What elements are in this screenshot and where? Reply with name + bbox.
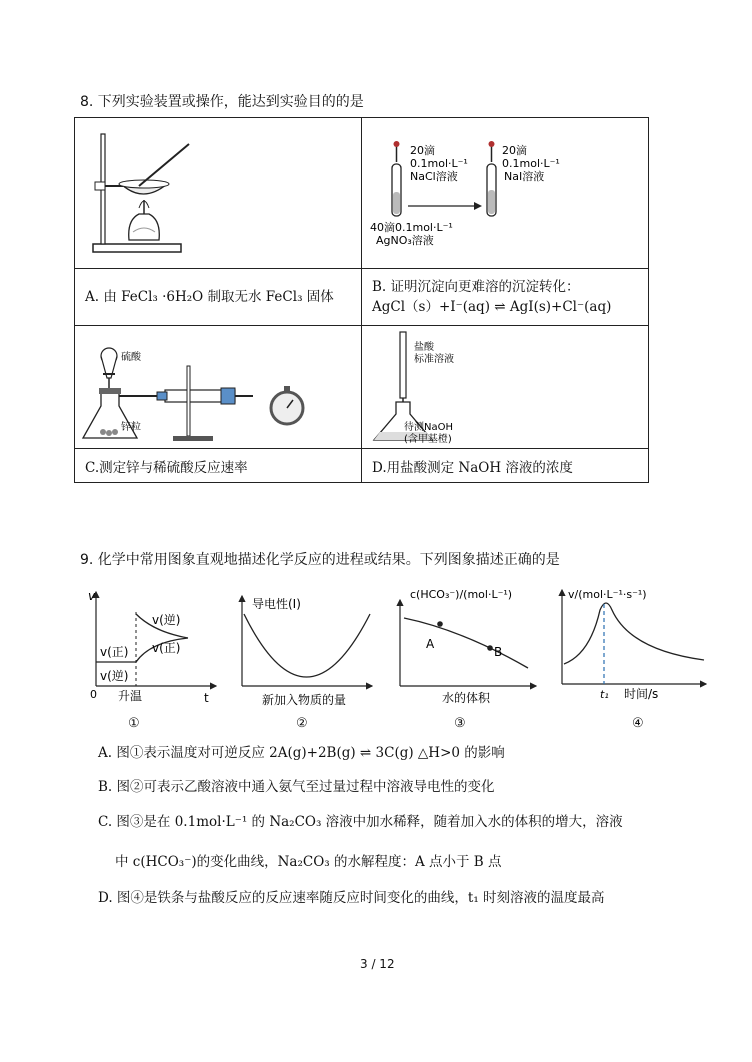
g3-ylabel: c(HCO₃⁻)/(mol·L⁻¹) [410,588,513,601]
g1-rev-low: v(逆) [100,669,129,683]
fig-c-zinc-label: 锌粒 [121,422,141,433]
q8-figure-b [362,118,649,269]
g3-point-a [437,621,443,627]
fig-d-label-4: (含甲基橙) [404,434,452,444]
fig-b-right-label-3: NaI溶液 [504,170,545,183]
g4-t1-label: t₁ [600,688,609,701]
fig-d-label-3: 待测NaOH [404,422,453,433]
graph-3 [392,584,540,710]
g2-number: ② [296,716,308,731]
q8-option-b-line1: B. 证明沉淀向更难溶的沉淀转化： [372,279,580,295]
fig-b-left-label-2: 0.1mol·L⁻¹ [410,157,468,170]
q8-figure-d [362,326,649,449]
q8-option-c-text: C.测定锌与稀硫酸反应速率 [85,459,248,476]
fig-b-left-label-3: NaCl溶液 [410,170,458,183]
g3-xlabel: 水的体积 [442,691,491,705]
q8-option-d-text: D.用盐酸测定 NaOH 溶液的浓度 [372,459,573,476]
fig-b-right-label-1: 20滴 [502,144,527,157]
q9-option-d: D. 图④是铁条与盐酸反应的反应速率随反应时间变化的曲线，t₁ 时刻溶液的温度最高 [98,890,605,906]
evaporation-apparatus-figure [75,118,361,264]
graph-1 [84,586,224,706]
q8-figure-a [75,118,362,269]
q8-title: 8. 下列实验装置或操作，能达到实验目的的是 [80,94,364,110]
g1-fwd-top: v(正) [152,641,181,655]
g2-ylabel: 导电性(I) [252,597,301,611]
graph-2 [236,592,376,712]
g4-xlabel: 时间/s [624,687,659,701]
g1-fwd-low: v(正) [100,645,129,659]
reaction-rate-apparatus-figure [75,326,361,444]
g1-zero-label: 0 [90,688,97,701]
q8-option-a-text: A. 由 FeCl₃ ·6H₂O 制取无水 FeCl₃ 固体 [85,289,334,305]
g1-number: ① [128,716,140,731]
g3-point-b [487,645,493,651]
q9-option-b: B. 图②可表示乙酸溶液中通入氨气至过量过程中溶液导电性的变化 [98,779,495,795]
q8-figure-c [75,326,362,449]
g3-a-label: A [426,637,435,651]
g1-v-label: v [88,589,96,603]
precipitate-conversion-figure [362,118,648,264]
q9-option-c-line1: C. 图③是在 0.1mol·L⁻¹ 的 Na₂CO₃ 溶液中加水稀释，随着加入水的体积的增大，溶液 [98,814,623,830]
q8-option-a [75,269,362,326]
g1-heat-label: 升温 [118,689,143,703]
g3-number: ③ [454,716,466,731]
g4-ylabel: v/(mol·L⁻¹·s⁻¹) [568,588,647,601]
fig-d-label-2: 标准溶液 [414,354,454,365]
fig-b-left-bottom-1: 40滴0.1mol·L⁻¹ [370,221,453,234]
g2-xlabel: 新加入物质的量 [262,693,347,707]
q8-option-b-line2: AgCl（s）+I⁻(aq) ⇌ AgI(s)+Cl⁻(aq) [372,299,612,315]
fig-b-left-bottom-2: AgNO₃溶液 [376,234,434,247]
fig-b-right-label-2: 0.1mol·L⁻¹ [502,157,560,170]
fig-c-acid-label: 硫酸 [121,352,141,363]
q9-title: 9. 化学中常用图象直观地描述化学反应的进程或结果。下列图象描述正确的是 [80,552,560,568]
q8-option-b [362,269,649,326]
q8-option-c [75,449,362,483]
graph-4 [556,584,712,710]
q8-table [74,117,649,483]
g3-b-label: B [494,645,503,659]
page-number: 3 / 12 [360,957,395,971]
q8-option-d [362,449,649,483]
fig-d-label-1: 盐酸 [414,342,434,353]
q9-option-c-line2: 中 c(HCO₃⁻)的变化曲线，Na₂CO₃ 的水解程度：A 点小于 B 点 [115,854,502,870]
g4-number: ④ [632,716,644,731]
g1-rev-top: v(逆) [152,613,181,627]
q9-option-a: A. 图①表示温度对可逆反应 2A(g)+2B(g) ⇌ 3C(g) △H>0 的影响 [98,745,505,761]
fig-b-left-label-1: 20滴 [410,144,435,157]
titration-figure [362,326,648,444]
g1-t-label: t [204,691,209,705]
